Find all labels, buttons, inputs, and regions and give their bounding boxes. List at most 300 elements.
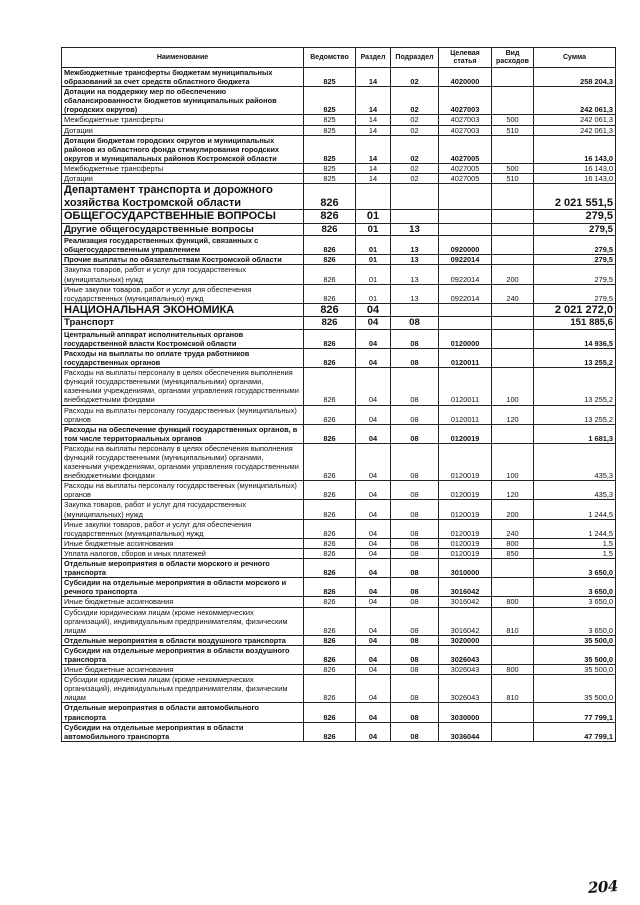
cell-name: Иные бюджетные ассигнования — [62, 538, 304, 548]
table-row — [62, 348, 616, 367]
cell-section: 01 — [356, 284, 391, 303]
cell-section: 01 — [356, 223, 391, 236]
cell-name: Закупка товаров, работ и услуг для государственных (муниципальных) нужд — [62, 265, 304, 284]
cell-target: 4027005 — [439, 174, 492, 184]
cell-target: 0920000 — [439, 236, 492, 255]
cell-sum: 13 255,2 — [534, 348, 616, 367]
cell-target: 0120019 — [439, 481, 492, 500]
cell-target: 4027005 — [439, 163, 492, 173]
cell-section — [356, 184, 391, 210]
cell-sum: 14 936,5 — [534, 329, 616, 348]
cell-section: 04 — [356, 665, 391, 675]
cell-target: 0120000 — [439, 329, 492, 348]
cell-target: 3026043 — [439, 665, 492, 675]
table-row — [62, 255, 616, 265]
cell-dept: 826 — [304, 538, 356, 548]
table-row — [62, 405, 616, 424]
cell-sum: 1,5 — [534, 538, 616, 548]
cell-section: 04 — [356, 548, 391, 558]
cell-dept: 826 — [304, 303, 356, 317]
cell-name: Другие общегосударственные вопросы — [62, 223, 304, 236]
cell-target: 0922014 — [439, 265, 492, 284]
table-header-row — [62, 48, 616, 68]
cell-target — [439, 303, 492, 317]
cell-dept: 826 — [304, 548, 356, 558]
cell-name: Отдельные мероприятия в области морского и речного транспорта — [62, 559, 304, 578]
cell-target: 4027003 — [439, 115, 492, 125]
table-row — [62, 665, 616, 675]
cell-sum: 279,5 — [534, 236, 616, 255]
cell-section: 04 — [356, 317, 391, 330]
table-row — [62, 284, 616, 303]
cell-sum: 2 021 551,5 — [534, 184, 616, 210]
cell-exp-type — [492, 329, 534, 348]
table-row — [62, 236, 616, 255]
table-row — [62, 135, 616, 163]
cell-section: 04 — [356, 703, 391, 722]
cell-section: 04 — [356, 559, 391, 578]
cell-target: 3016042 — [439, 597, 492, 607]
cell-sum: 35 500,0 — [534, 645, 616, 664]
cell-subsection: 08 — [391, 405, 439, 424]
cell-target: 0120011 — [439, 405, 492, 424]
cell-sum: 35 500,0 — [534, 675, 616, 703]
cell-exp-type: 800 — [492, 538, 534, 548]
cell-exp-type — [492, 210, 534, 224]
cell-target: 0120011 — [439, 348, 492, 367]
cell-dept: 826 — [304, 635, 356, 645]
cell-exp-type — [492, 645, 534, 664]
cell-exp-type: 120 — [492, 481, 534, 500]
table-row — [62, 500, 616, 519]
cell-dept: 826 — [304, 223, 356, 236]
cell-sum: 13 255,2 — [534, 368, 616, 405]
cell-target: 0120019 — [439, 424, 492, 443]
cell-subsection: 08 — [391, 548, 439, 558]
cell-section: 04 — [356, 303, 391, 317]
cell-dept: 826 — [304, 675, 356, 703]
cell-target — [439, 317, 492, 330]
cell-target: 3016042 — [439, 578, 492, 597]
cell-dept: 825 — [304, 115, 356, 125]
table-row — [62, 163, 616, 173]
cell-subsection: 08 — [391, 348, 439, 367]
cell-sum: 1 244,5 — [534, 500, 616, 519]
cell-exp-type — [492, 722, 534, 741]
cell-sum: 35 500,0 — [534, 635, 616, 645]
cell-dept: 826 — [304, 703, 356, 722]
cell-subsection: 02 — [391, 87, 439, 115]
header-exp-type: Вид расходов — [492, 48, 534, 68]
cell-name: Межбюджетные трансферты бюджетам муниципальных образований за счет средств областного бюджета — [62, 68, 304, 87]
table-row — [62, 329, 616, 348]
cell-dept: 826 — [304, 481, 356, 500]
cell-sum: 16 143,0 — [534, 174, 616, 184]
table-row — [62, 538, 616, 548]
cell-exp-type — [492, 578, 534, 597]
cell-sum: 1,5 — [534, 548, 616, 558]
table-row — [62, 265, 616, 284]
cell-sum: 1 681,3 — [534, 424, 616, 443]
cell-target: 0120019 — [439, 538, 492, 548]
cell-subsection: 08 — [391, 424, 439, 443]
cell-subsection: 13 — [391, 284, 439, 303]
cell-section: 01 — [356, 210, 391, 224]
cell-name: Субсидии на отдельные мероприятия в области морского и речного транспорта — [62, 578, 304, 597]
cell-target: 0120011 — [439, 368, 492, 405]
table-row — [62, 597, 616, 607]
cell-target — [439, 210, 492, 224]
cell-subsection: 08 — [391, 645, 439, 664]
cell-exp-type — [492, 303, 534, 317]
cell-exp-type: 810 — [492, 607, 534, 635]
header-sum: Сумма — [534, 48, 616, 68]
cell-exp-type — [492, 135, 534, 163]
cell-subsection — [391, 303, 439, 317]
cell-sum: 279,5 — [534, 255, 616, 265]
cell-subsection: 02 — [391, 174, 439, 184]
cell-exp-type: 510 — [492, 174, 534, 184]
cell-target: 4027003 — [439, 87, 492, 115]
cell-dept: 825 — [304, 125, 356, 135]
cell-section: 04 — [356, 481, 391, 500]
cell-sum: 151 885,6 — [534, 317, 616, 330]
cell-exp-type: 120 — [492, 405, 534, 424]
cell-sum: 3 650,0 — [534, 559, 616, 578]
cell-exp-type: 510 — [492, 125, 534, 135]
cell-section: 04 — [356, 405, 391, 424]
cell-section: 01 — [356, 255, 391, 265]
cell-section: 14 — [356, 87, 391, 115]
cell-exp-type: 200 — [492, 500, 534, 519]
cell-name: Межбюджетные трансферты — [62, 115, 304, 125]
cell-dept: 826 — [304, 597, 356, 607]
cell-target: 4020000 — [439, 68, 492, 87]
cell-subsection: 08 — [391, 578, 439, 597]
cell-sum: 47 799,1 — [534, 722, 616, 741]
cell-target: 3036044 — [439, 722, 492, 741]
cell-sum: 1 244,5 — [534, 519, 616, 538]
cell-subsection: 08 — [391, 635, 439, 645]
cell-exp-type — [492, 87, 534, 115]
cell-dept: 826 — [304, 368, 356, 405]
table-row — [62, 317, 616, 330]
cell-dept: 826 — [304, 405, 356, 424]
cell-sum: 242 061,3 — [534, 125, 616, 135]
cell-exp-type — [492, 68, 534, 87]
cell-dept: 826 — [304, 443, 356, 480]
cell-target: 3020000 — [439, 635, 492, 645]
cell-subsection: 02 — [391, 68, 439, 87]
cell-dept: 826 — [304, 722, 356, 741]
cell-name: Субсидии юридическим лицам (кроме некоммерческих организаций), индивидуальным предпринимателям, физическим лицам — [62, 675, 304, 703]
cell-dept: 825 — [304, 68, 356, 87]
cell-section: 01 — [356, 236, 391, 255]
cell-exp-type: 850 — [492, 548, 534, 558]
cell-target: 0922014 — [439, 255, 492, 265]
header-dept: Ведомство — [304, 48, 356, 68]
cell-exp-type: 240 — [492, 284, 534, 303]
cell-dept: 826 — [304, 317, 356, 330]
cell-sum: 16 143,0 — [534, 135, 616, 163]
cell-exp-type — [492, 424, 534, 443]
cell-name: Иные закупки товаров, работ и услуг для обеспечения государственных (муниципальных) нужд — [62, 519, 304, 538]
cell-subsection: 08 — [391, 481, 439, 500]
cell-target: 3026043 — [439, 645, 492, 664]
cell-name: Дотации — [62, 125, 304, 135]
budget-table — [61, 47, 616, 742]
cell-name: Расходы на выплаты по оплате труда работников государственных органов — [62, 348, 304, 367]
cell-name: Субсидии на отдельные мероприятия в области автомобильного транспорта — [62, 722, 304, 741]
cell-name: НАЦИОНАЛЬНАЯ ЭКОНОМИКА — [62, 303, 304, 317]
cell-dept: 826 — [304, 265, 356, 284]
table-row — [62, 174, 616, 184]
cell-subsection: 08 — [391, 443, 439, 480]
cell-sum: 279,5 — [534, 284, 616, 303]
cell-sum: 435,3 — [534, 443, 616, 480]
cell-exp-type — [492, 223, 534, 236]
cell-target: 0120019 — [439, 519, 492, 538]
cell-sum: 16 143,0 — [534, 163, 616, 173]
cell-section: 04 — [356, 578, 391, 597]
cell-target: 3030000 — [439, 703, 492, 722]
cell-subsection: 08 — [391, 559, 439, 578]
cell-name: Субсидии на отдельные мероприятия в области воздушного транспорта — [62, 645, 304, 664]
table-row — [62, 645, 616, 664]
cell-section: 04 — [356, 519, 391, 538]
cell-section: 14 — [356, 68, 391, 87]
cell-subsection: 08 — [391, 597, 439, 607]
cell-dept: 826 — [304, 236, 356, 255]
cell-section: 04 — [356, 722, 391, 741]
cell-dept: 826 — [304, 578, 356, 597]
cell-section: 04 — [356, 538, 391, 548]
table-row — [62, 87, 616, 115]
cell-name: Дотации бюджетам городских округов и муниципальных районов из областного фонда стимулирования городских округов и муниципальных районов Костромской области — [62, 135, 304, 163]
table-row — [62, 675, 616, 703]
cell-sum: 279,5 — [534, 223, 616, 236]
cell-subsection: 08 — [391, 722, 439, 741]
cell-sum: 2 021 272,0 — [534, 303, 616, 317]
cell-exp-type — [492, 559, 534, 578]
cell-subsection: 13 — [391, 236, 439, 255]
cell-exp-type: 500 — [492, 115, 534, 125]
cell-subsection: 02 — [391, 125, 439, 135]
cell-subsection: 08 — [391, 665, 439, 675]
cell-name: Расходы на выплаты персоналу в целях обеспечения выполнения функций государственными (муниципальными) органами, казенными учреждениями, органами управления государственными внебюджетными фондами — [62, 443, 304, 480]
cell-name: Дотации — [62, 174, 304, 184]
cell-name: Расходы на обеспечение функций государственных органов, в том числе территориальных органов — [62, 424, 304, 443]
cell-section: 04 — [356, 597, 391, 607]
cell-name: Прочие выплаты по обязательствам Костромской области — [62, 255, 304, 265]
cell-dept: 826 — [304, 607, 356, 635]
table-row — [62, 481, 616, 500]
cell-subsection: 08 — [391, 317, 439, 330]
cell-name: Закупка товаров, работ и услуг для государственных (муниципальных) нужд — [62, 500, 304, 519]
cell-subsection: 08 — [391, 538, 439, 548]
cell-subsection — [391, 210, 439, 224]
table-row — [62, 635, 616, 645]
cell-dept: 826 — [304, 255, 356, 265]
table-row — [62, 210, 616, 224]
cell-dept: 826 — [304, 645, 356, 664]
cell-dept: 826 — [304, 210, 356, 224]
cell-dept: 826 — [304, 348, 356, 367]
table-row — [62, 68, 616, 87]
cell-subsection: 02 — [391, 163, 439, 173]
cell-sum: 279,5 — [534, 265, 616, 284]
cell-section: 01 — [356, 265, 391, 284]
cell-section: 04 — [356, 443, 391, 480]
cell-sum: 435,3 — [534, 481, 616, 500]
cell-sum: 242 061,3 — [534, 115, 616, 125]
cell-section: 04 — [356, 607, 391, 635]
cell-section: 14 — [356, 163, 391, 173]
cell-name: Иные бюджетные ассигнования — [62, 597, 304, 607]
cell-sum: 35 500,0 — [534, 665, 616, 675]
cell-subsection: 13 — [391, 255, 439, 265]
cell-name: Реализация государственных функций, связанных с общегосударственным управлением — [62, 236, 304, 255]
cell-dept: 826 — [304, 500, 356, 519]
header-target: Целевая статья — [439, 48, 492, 68]
cell-target: 4027005 — [439, 135, 492, 163]
cell-name: Межбюджетные трансферты — [62, 163, 304, 173]
table-row — [62, 722, 616, 741]
table-row — [62, 578, 616, 597]
cell-name: Дотации на поддержку мер по обеспечению сбалансированности бюджетов муниципальных районов (городских округов) — [62, 87, 304, 115]
cell-section: 14 — [356, 115, 391, 125]
cell-exp-type — [492, 317, 534, 330]
cell-subsection — [391, 184, 439, 210]
cell-dept: 826 — [304, 519, 356, 538]
cell-name: Отдельные мероприятия в области воздушного транспорта — [62, 635, 304, 645]
cell-exp-type: 500 — [492, 163, 534, 173]
cell-exp-type: 810 — [492, 675, 534, 703]
cell-exp-type: 800 — [492, 665, 534, 675]
cell-sum: 13 255,2 — [534, 405, 616, 424]
cell-name: Центральный аппарат исполнительных органов государственной власти Костромской области — [62, 329, 304, 348]
cell-target: 3016042 — [439, 607, 492, 635]
header-name: Наименование — [62, 48, 304, 68]
table-row — [62, 548, 616, 558]
table-row — [62, 115, 616, 125]
cell-name: Иные бюджетные ассигнования — [62, 665, 304, 675]
cell-subsection: 08 — [391, 368, 439, 405]
table-row — [62, 703, 616, 722]
cell-subsection: 08 — [391, 607, 439, 635]
cell-exp-type: 100 — [492, 368, 534, 405]
cell-dept: 826 — [304, 559, 356, 578]
cell-sum: 3 650,0 — [534, 597, 616, 607]
cell-subsection: 08 — [391, 703, 439, 722]
cell-sum: 279,5 — [534, 210, 616, 224]
cell-target: 3010000 — [439, 559, 492, 578]
cell-section: 14 — [356, 125, 391, 135]
cell-exp-type: 100 — [492, 443, 534, 480]
header-subsection: Подраздел — [391, 48, 439, 68]
cell-subsection: 08 — [391, 329, 439, 348]
cell-section: 14 — [356, 135, 391, 163]
cell-subsection: 13 — [391, 265, 439, 284]
cell-dept: 826 — [304, 424, 356, 443]
cell-name: Субсидии юридическим лицам (кроме некоммерческих организаций), индивидуальным предпринимателям, физическим лицам — [62, 607, 304, 635]
cell-name: Иные закупки товаров, работ и услуг для обеспечения государственных (муниципальных) нужд — [62, 284, 304, 303]
cell-dept: 826 — [304, 184, 356, 210]
cell-target: 0120019 — [439, 548, 492, 558]
cell-dept: 825 — [304, 87, 356, 115]
cell-exp-type: 200 — [492, 265, 534, 284]
cell-section: 04 — [356, 329, 391, 348]
cell-section: 04 — [356, 675, 391, 703]
cell-target: 0120019 — [439, 500, 492, 519]
header-section: Раздел — [356, 48, 391, 68]
cell-exp-type — [492, 255, 534, 265]
cell-section: 04 — [356, 635, 391, 645]
cell-section: 04 — [356, 645, 391, 664]
cell-dept: 826 — [304, 665, 356, 675]
page-number: 204 — [587, 876, 619, 898]
cell-name: Транспорт — [62, 317, 304, 330]
cell-target: 3026043 — [439, 675, 492, 703]
cell-target: 0922014 — [439, 284, 492, 303]
cell-sum: 3 650,0 — [534, 578, 616, 597]
cell-name: Департамент транспорта и дорожного хозяйства Костромской области — [62, 184, 304, 210]
cell-dept: 825 — [304, 163, 356, 173]
cell-target: 4027003 — [439, 125, 492, 135]
cell-section: 04 — [356, 348, 391, 367]
cell-exp-type — [492, 703, 534, 722]
table-row — [62, 184, 616, 210]
cell-exp-type: 240 — [492, 519, 534, 538]
cell-section: 04 — [356, 500, 391, 519]
table-body — [62, 68, 616, 742]
cell-subsection: 08 — [391, 500, 439, 519]
cell-sum: 242 061,3 — [534, 87, 616, 115]
cell-section: 04 — [356, 424, 391, 443]
cell-target: 0120019 — [439, 443, 492, 480]
cell-name: Отдельные мероприятия в области автомобильного транспорта — [62, 703, 304, 722]
cell-subsection: 08 — [391, 675, 439, 703]
cell-exp-type — [492, 184, 534, 210]
cell-subsection: 08 — [391, 519, 439, 538]
cell-dept: 826 — [304, 284, 356, 303]
cell-sum: 3 650,0 — [534, 607, 616, 635]
cell-name: Расходы на выплаты персоналу государственных (муниципальных) органов — [62, 405, 304, 424]
cell-section: 04 — [356, 368, 391, 405]
cell-name: ОБЩЕГОСУДАРСТВЕННЫЕ ВОПРОСЫ — [62, 210, 304, 224]
cell-sum: 77 799,1 — [534, 703, 616, 722]
cell-exp-type — [492, 348, 534, 367]
cell-subsection: 02 — [391, 115, 439, 125]
cell-sum: 258 204,3 — [534, 68, 616, 87]
cell-name: Расходы на выплаты персоналу государственных (муниципальных) органов — [62, 481, 304, 500]
cell-exp-type: 800 — [492, 597, 534, 607]
cell-subsection: 13 — [391, 223, 439, 236]
cell-exp-type — [492, 236, 534, 255]
table-row — [62, 443, 616, 480]
table-row — [62, 559, 616, 578]
cell-dept: 826 — [304, 329, 356, 348]
table-row — [62, 223, 616, 236]
cell-subsection: 02 — [391, 135, 439, 163]
table-row — [62, 368, 616, 405]
cell-exp-type — [492, 635, 534, 645]
table-row — [62, 125, 616, 135]
cell-section: 14 — [356, 174, 391, 184]
cell-dept: 825 — [304, 135, 356, 163]
cell-target — [439, 223, 492, 236]
table-row — [62, 607, 616, 635]
